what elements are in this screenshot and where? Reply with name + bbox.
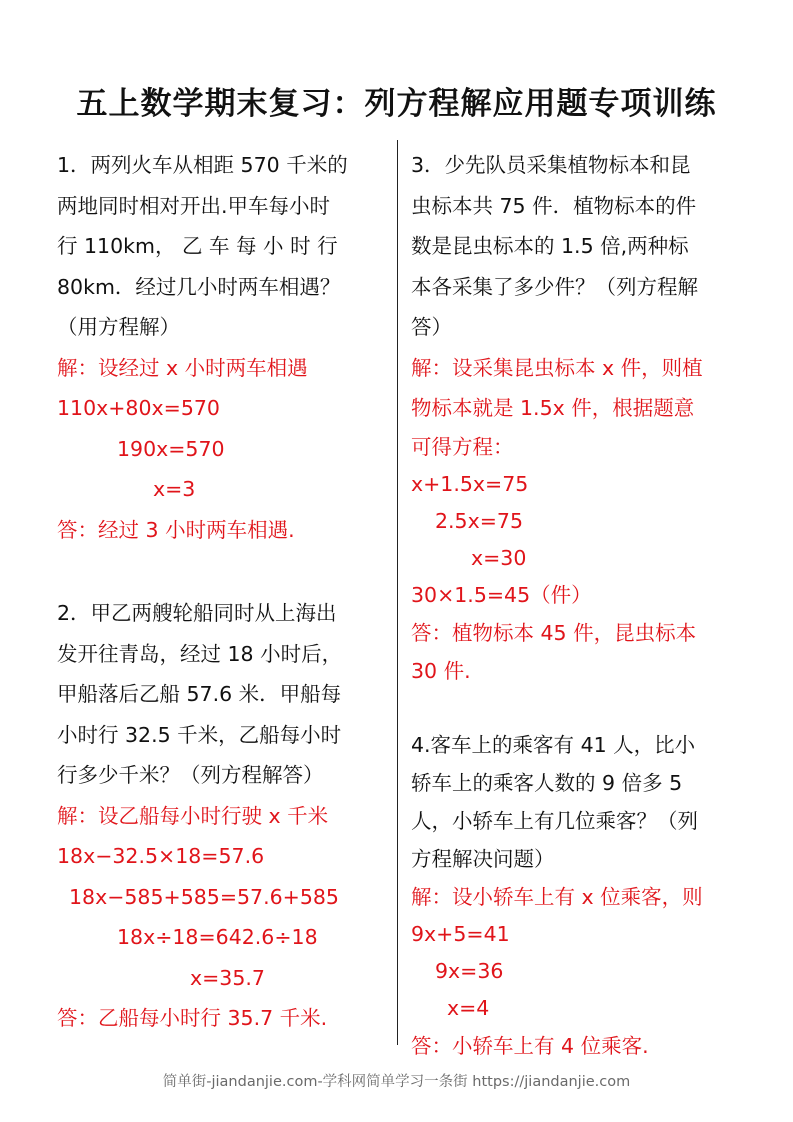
question-line: 发开往青岛，经过 18 小时后， bbox=[57, 641, 343, 666]
question-line: 两地同时相对开出.甲车每小时 bbox=[57, 193, 331, 218]
left-column bbox=[57, 145, 387, 1039]
equation-line: x=30 bbox=[471, 545, 527, 570]
problem-4 bbox=[411, 726, 741, 1065]
question-line: （用方程解） bbox=[57, 315, 180, 339]
question-line: 答） bbox=[411, 315, 452, 339]
problem-2 bbox=[57, 593, 387, 1039]
equation-line: x+1.5x=75 bbox=[411, 471, 529, 496]
equation-line: 190x=570 bbox=[117, 436, 225, 461]
answer-line: 答：小轿车上有 4 位乘客. bbox=[411, 1033, 649, 1058]
question-line: 4.客车上的乘客有 41 人，比小 bbox=[411, 732, 696, 757]
solution-line: 解：设乙船每小时行驶 x 千米 bbox=[57, 803, 329, 828]
solution-line: 解：设采集昆虫标本 x 件，则植 bbox=[411, 355, 703, 380]
equation-line: 2.5x=75 bbox=[435, 508, 523, 533]
answer-line: 答：经过 3 小时两车相遇. bbox=[57, 517, 295, 542]
page-title: 五上数学期末复习：列方程解应用题专项训练 bbox=[76, 86, 717, 122]
question-line: 小时行 32.5 千米，乙船每小时 bbox=[57, 722, 342, 747]
question-line: 3．少先队员采集植物标本和昆 bbox=[411, 153, 691, 177]
question-line: 轿车上的乘客人数的 9 倍多 5 bbox=[411, 770, 683, 795]
problem-1 bbox=[57, 145, 387, 550]
equation-line: x=3 bbox=[153, 477, 196, 501]
question-line: 行 110km， 乙 车 每 小 时 行 bbox=[57, 234, 338, 258]
solution-line: 解：设经过 x 小时两车相遇 bbox=[57, 355, 308, 380]
equation-line: 110x+80x=570 bbox=[57, 396, 220, 420]
equation-line: 9x+5=41 bbox=[411, 921, 510, 946]
solution-line: 物标本就是 1.5x 件，根据题意 bbox=[411, 396, 695, 420]
equation-line: x=4 bbox=[447, 995, 490, 1020]
question-line: 1．两列火车从相距 570 千米的 bbox=[57, 153, 348, 177]
problem-3 bbox=[411, 145, 741, 690]
solution-line: 解：设小轿车上有 x 位乘客，则 bbox=[411, 884, 703, 909]
question-line: 80km．经过几小时两车相遇？ bbox=[57, 274, 341, 299]
answer-line: 30 件. bbox=[411, 658, 471, 683]
equation-line: x=35.7 bbox=[190, 965, 265, 990]
page-footer: 简单街-jiandanjie.com-学科网简单学习一条街 https://jiandanjie.com bbox=[162, 1074, 631, 1090]
equation-line: 9x=36 bbox=[435, 958, 504, 983]
question-line: 数是昆虫标本的 1.5 倍,两种标 bbox=[411, 234, 689, 258]
question-line: 方程解决问题） bbox=[411, 846, 555, 871]
question-line: 甲船落后乙船 57.6 米．甲船每 bbox=[57, 682, 342, 706]
question-line: 行多少千米？（列方程解答） bbox=[57, 763, 324, 787]
question-line: 本各采集了多少件？（列方程解 bbox=[411, 274, 698, 299]
solution-line: 可得方程： bbox=[411, 434, 514, 459]
question-line: 人，小轿车上有几位乘客？（列 bbox=[411, 808, 698, 833]
answer-line: 答：植物标本 45 件，昆虫标本 bbox=[411, 620, 697, 645]
equation-line: 18x−585+585=57.6+585 bbox=[69, 884, 339, 909]
question-line: 2．甲乙两艘轮船同时从上海出 bbox=[57, 601, 337, 625]
answer-line: 答：乙船每小时行 35.7 千米. bbox=[57, 1006, 328, 1030]
column-divider bbox=[397, 140, 398, 1045]
equation-line: 30×1.5=45（件） bbox=[411, 582, 592, 607]
question-line: 虫标本共 75 件．植物标本的件 bbox=[411, 193, 697, 218]
equation-line: 18x−32.5×18=57.6 bbox=[57, 844, 265, 868]
equation-line: 18x÷18=642.6÷18 bbox=[117, 925, 318, 949]
right-column bbox=[411, 145, 741, 1065]
